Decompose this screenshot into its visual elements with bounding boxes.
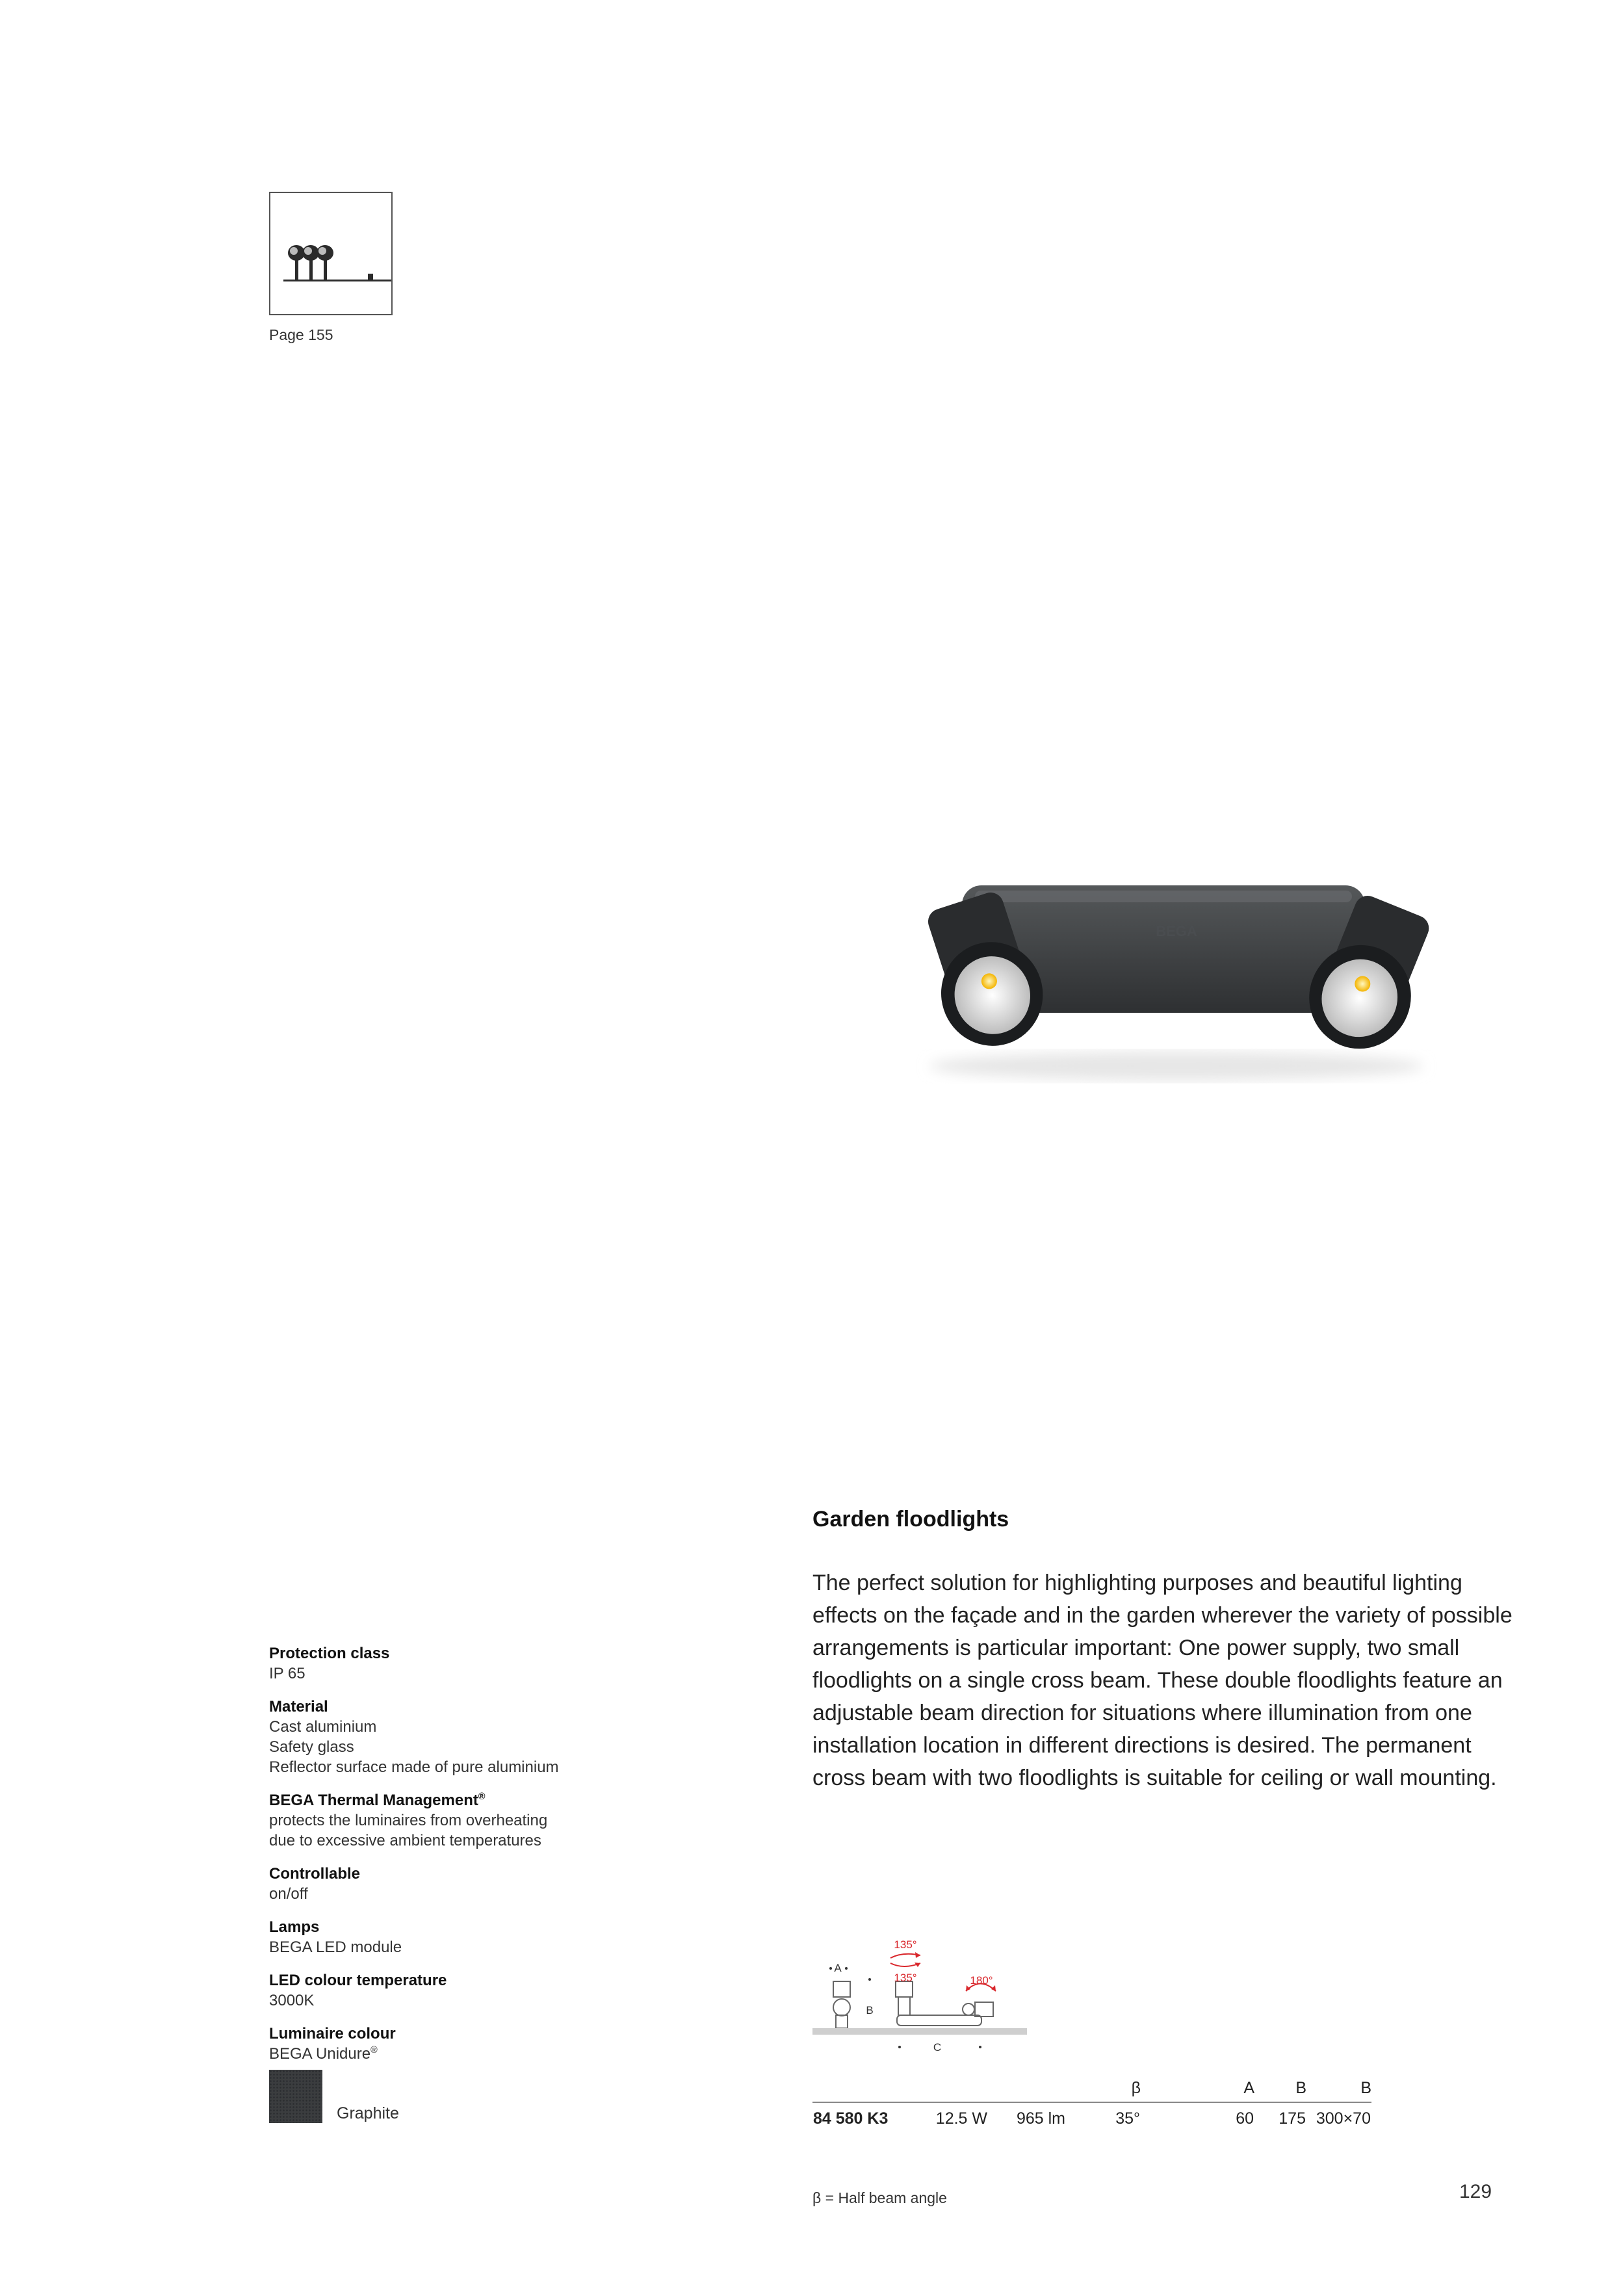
spec-label: Luminaire colour [269,2025,396,2042]
colour-swatch [269,2070,322,2123]
wattage: 12.5 W [935,2109,987,2128]
spec-controllable [269,1864,633,1904]
spec-value: Safety glass [269,1738,354,1756]
dimension-b: 175 [1279,2109,1306,2128]
page-number: 129 [1459,2181,1492,2202]
luminous-flux: 965 lm [1016,2109,1065,2128]
spec-value: Cast aluminium [269,1718,377,1736]
beam-angle: 35° [1115,2109,1140,2128]
spec-label: Lamps [269,1918,320,1936]
spec-protection-class [269,1643,633,1684]
spec-list [269,1643,633,2077]
dim-label-b: B [866,2004,874,2016]
spec-material [269,1697,633,1777]
spec-value: protects the luminaires from overheating [269,1812,548,1829]
table-header-b: B [1295,2078,1306,2097]
spec-value: Reflector surface made of pure aluminium [269,1758,559,1776]
spec-value: on/off [269,1885,308,1903]
dimension-b2: 300×70 [1316,2109,1371,2128]
product-image [871,858,1469,1105]
table-header-row [812,2077,1371,2102]
table-row [812,2102,1371,2131]
spec-label: LED colour temperature [269,1972,447,1989]
side-view-head [833,1981,850,1997]
brand-mark: BEGA [1156,923,1197,939]
table-header-beam-angle: β [1131,2078,1141,2097]
intro-paragraph: The perfect solution for highlighting purposes and beautiful lighting effects on the façade and in the garden wherever the variety of possible arrangements is particular important: One power supply, two small floodlights on a single cross beam. These double floodlights feature an adjustable beam direction for situations where illumination from one installation location in different directions is desired. The permanent cross beam with two floodlights is suitable for ceiling or wall mounting. [812,1571,1513,1790]
table-header-b2: B [1360,2078,1371,2097]
table-header [923,2077,988,2102]
thumbnail-caption: Page 155 [269,326,333,343]
garden-spotlights-icon [270,193,391,314]
spec-value: IP 65 [269,1665,305,1682]
dimension-a: 60 [1236,2109,1254,2128]
table-header [988,2077,1066,2102]
spec-value: due to excessive ambient temperatures [269,1832,541,1849]
dim-label-c: C [933,2041,942,2054]
cross-beam [897,2015,981,2026]
spec-value: BEGA Unidure® [269,2045,378,2063]
thumbnail-image[interactable] [269,192,393,315]
spec-colour-temperature [269,1970,633,2011]
footnote: β = Half beam angle [812,2189,947,2206]
dimension-diagram [812,1924,1033,2054]
spec-value: 3000K [269,1992,315,2009]
double-floodlight-icon [871,858,1469,1105]
table-header-a: A [1243,2078,1254,2097]
rotation-label-1: 135° [894,1938,917,1951]
spec-luminaire-colour [269,2024,633,2064]
article-number: 84 580 K3 [813,2109,889,2128]
spec-label: Protection class [269,1645,390,1662]
product-table [812,2077,1371,2131]
table-header [812,2077,923,2102]
colour-swatch-label: Graphite [337,2104,399,2122]
spec-label: Material [269,1698,328,1715]
spec-label: BEGA Thermal Management® [269,1792,486,1809]
spec-label: Controllable [269,1865,361,1883]
rotation-label-3: 180° [970,1974,993,1987]
rotation-label-2: 135° [894,1972,917,1984]
ground-plane [812,2028,1027,2035]
spec-lamps [269,1917,633,1957]
section-title: Garden floodlights [812,1507,1009,1532]
spec-value: BEGA LED module [269,1938,402,1956]
spec-thermal-management [269,1790,633,1851]
dim-label-a: A [834,1962,842,1974]
